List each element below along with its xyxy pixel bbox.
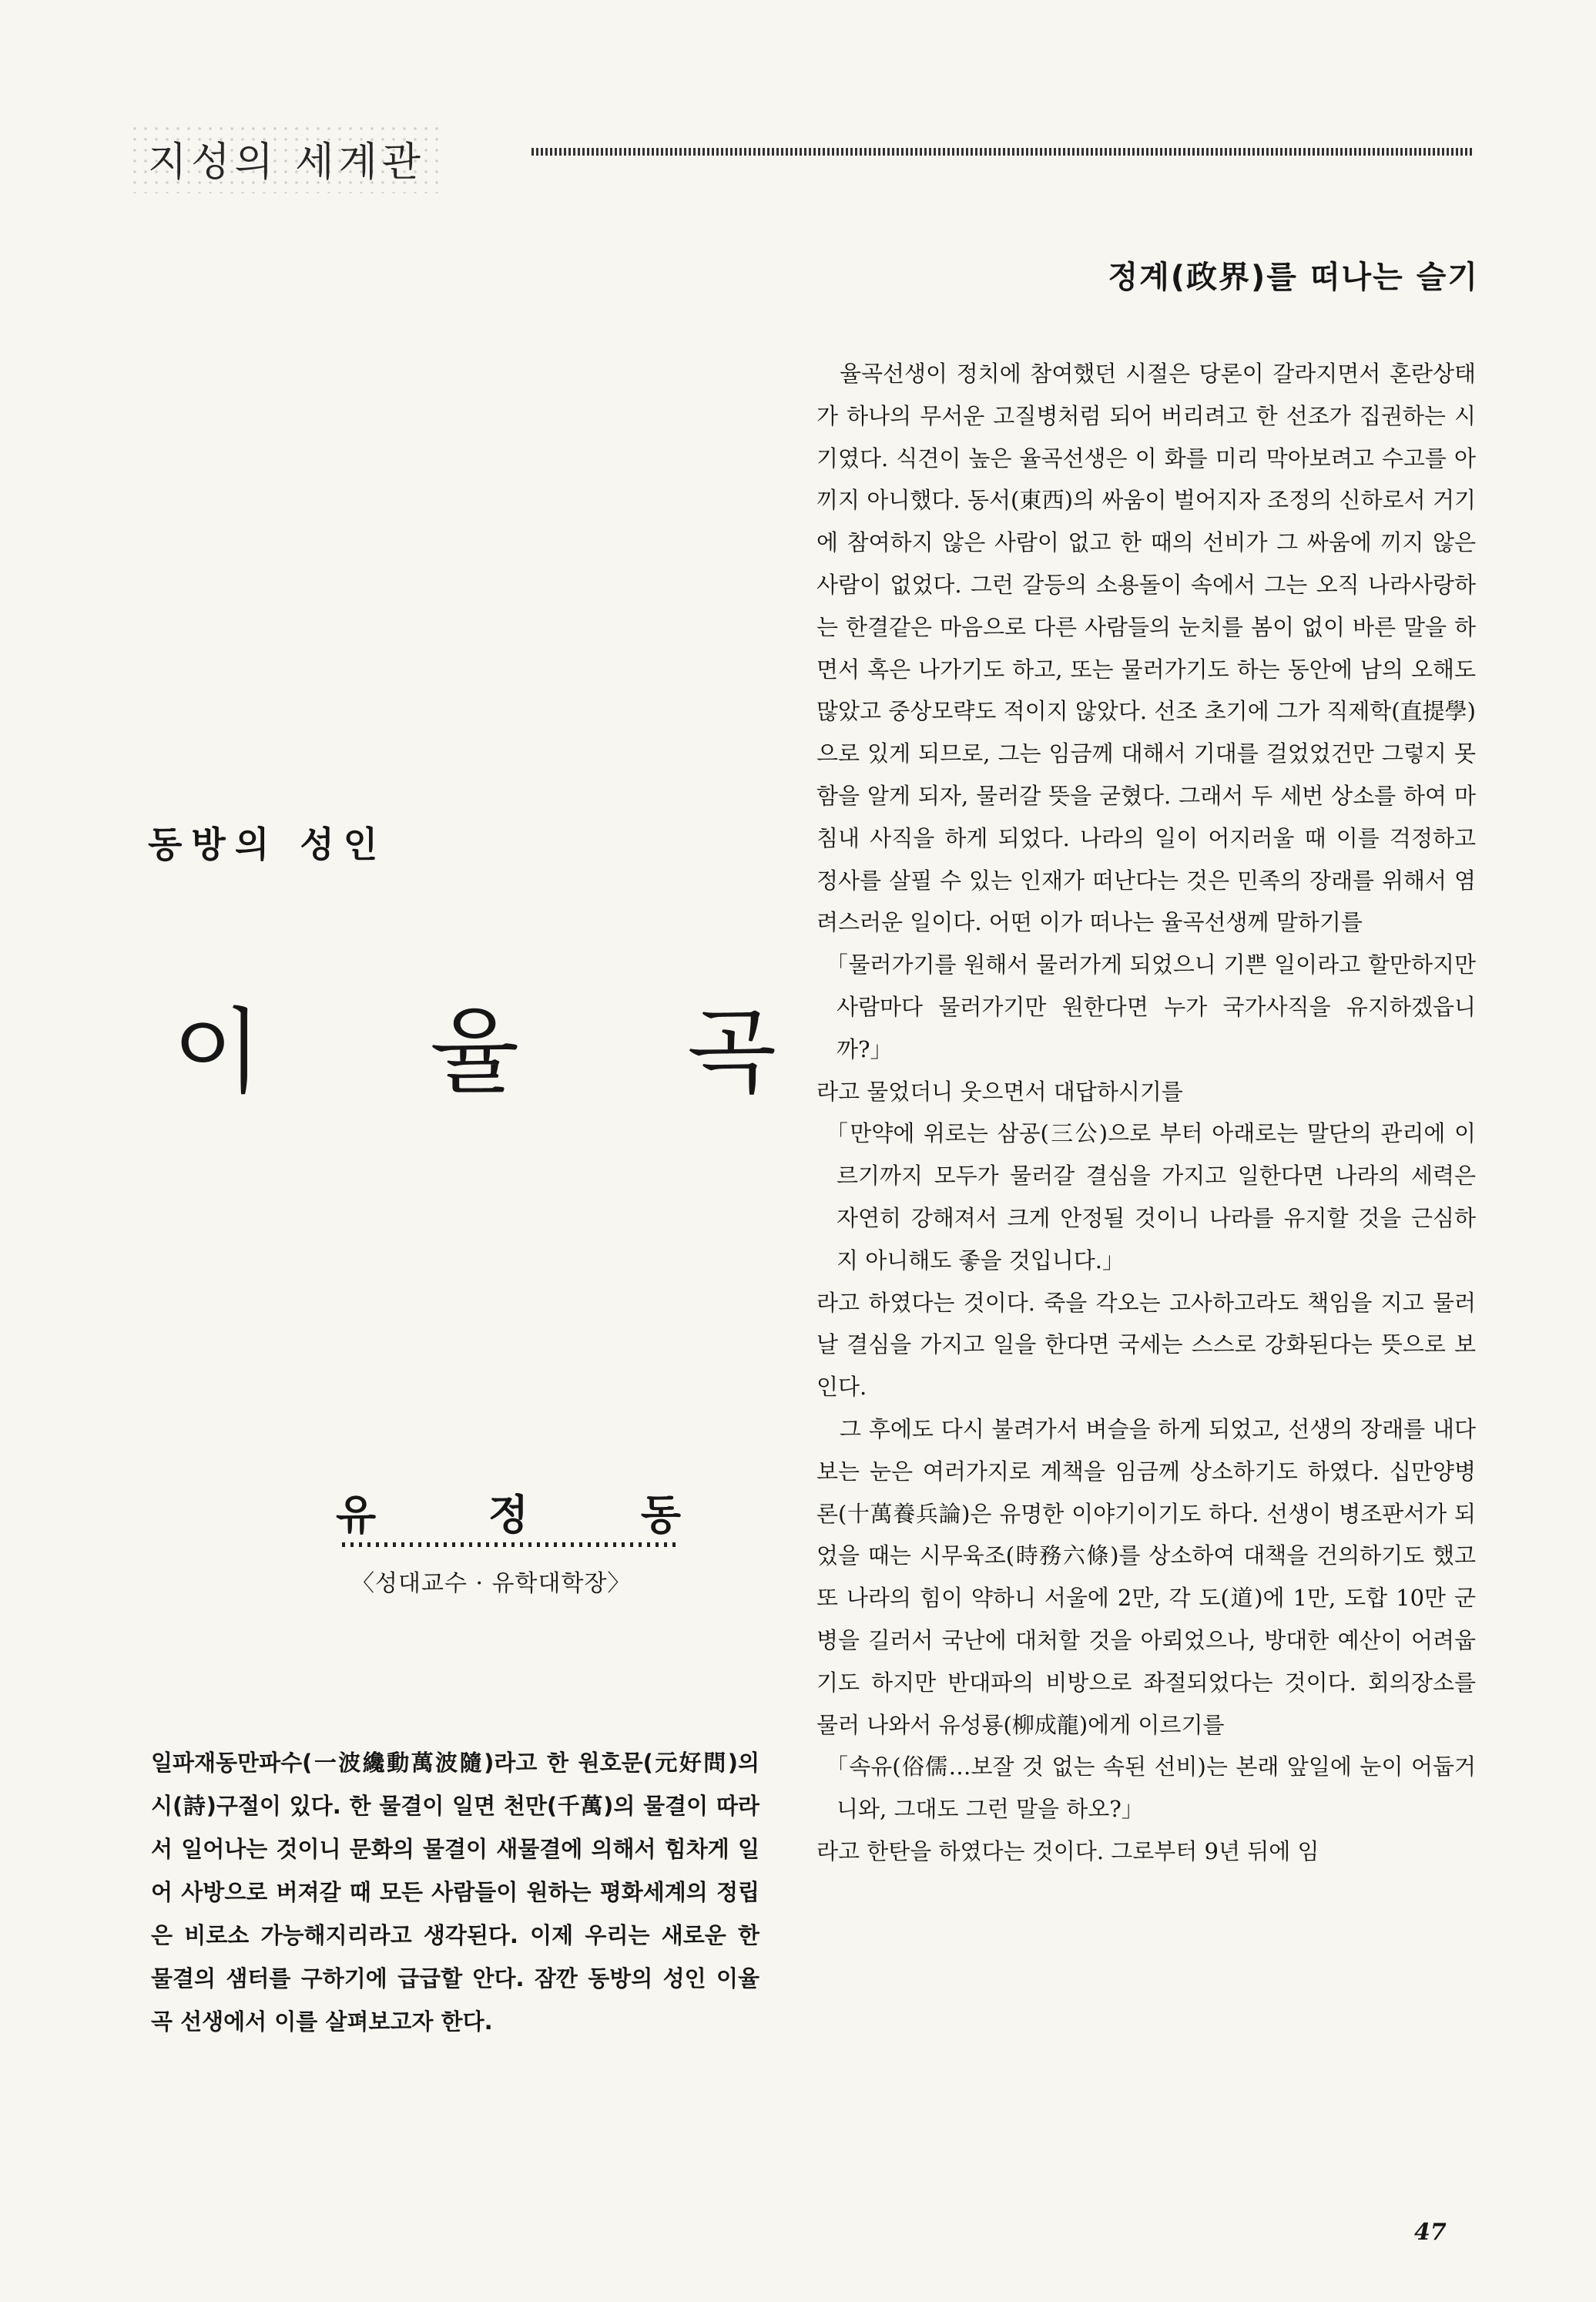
page-number: 47 [1414,2219,1447,2246]
article-subtitle: 동방의 성인 [148,824,387,865]
series-title: 지성의 세계관 [129,123,444,193]
section-heading: 정계(政界)를 떠나는 슬기 [1108,260,1479,295]
header-rule [531,148,1473,156]
author-dotted-rule [342,1542,681,1547]
body-quote: 「만약에 위로는 삼공(三公)으로 부터 아래로는 말단의 관리에 이르기까지 모두가 물러갈 결심을 가지고 일한다면 나라의 세력은 자연히 강해져서 크게 안정될 것이니 나라를 유지할 것을 근심하지 아니해도 좋을 것입니다.」 [826,1120,1476,1273]
body-quote: 「속유(俗儒…보잘 것 없는 속된 선비)는 본래 앞일에 눈이 어둡거니와, 그대도 그런 말을 하오?」 [826,1753,1476,1823]
author-name-char: 정 [488,1491,529,1539]
author-name [336,1482,681,1542]
author-affiliation: 〈성대교수 · 유학대학장〉 [351,1570,632,1597]
article-title: 이 율 곡 [173,999,847,1106]
body-paragraph: 그 후에도 다시 불려가서 벼슬을 하게 되었고, 선생의 장래를 내다보는 눈은 여러가지로 계책을 임금께 상소하기도 하였다. 십만양병론(十萬養兵論)은 유명한 이야기이기도 하다. 선생이 병조판서가 되었을 때는 시무육조(時務六條)를 상소하여 대책을 건의하기도 했고 또 나라의 힘이 약하니 서울에 2만, 각 도(道)에 1만, 도합 10만 군병을 길러서 국난에 대처할 것을 아뢰었으나, 방대한 예산이 어려웁기도 하지만 반대파의 비방으로 좌절되었다는 것이다. 회의장소를 물러 나와서 유성룡(柳成龍)에게 이르기를 [816,1415,1476,1738]
author-name-char: 유 [336,1491,377,1539]
author-name-char: 동 [640,1491,681,1539]
body-paragraph: 율곡선생이 정치에 참여했던 시절은 당론이 갈라지면서 혼란상태가 하나의 무서운 고질병처럼 되어 버리려고 한 선조가 집권하는 시기였다. 식견이 높은 율곡선생은 이 화를 미리 막아보려고 수고를 아끼지 아니했다. 동서(東西)의 싸움이 벌어지자 조정의 신하로서 거기에 참여하지 않은 사람이 없고 한 때의 선비가 그 싸움에 끼지 않은 사람이 없었다. 그런 갈등의 소용돌이 속에서 그는 오직 나라사랑하는 한결같은 마음으로 다른 사람들의 눈치를 봄이 없이 바른 말을 하면서 혹은 나가기도 하고, 또는 물러가기도 하는 동안에 남의 오해도 많았고 중상모략도 적이지 않았다. 선조 초기에 그가 직제학(直提學)으로 있게 되므로, 그는 임금께 대해서 기대를 걸었었건만 그렇지 못함을 알게 되자, 물러갈 뜻을 굳혔다. 그래서 두 세번 상소를 하여 마침내 사직을 하게 되었다. 나라의 일이 어지러울 때 이를 걱정하고 정사를 살필 수 있는 인재가 떠난다는 것은 민족의 장래를 위해서 염려스러운 일이다. 어떤 이가 떠나는 율곡선생께 말하기를 [816,361,1476,936]
intro-paragraph: 일파재동만파수(一波纔動萬波隨)라고 한 원호문(元好問)의 시(詩)구절이 있다. 한 물결이 일면 천만(千萬)의 물결이 따라서 일어나는 것이니 문화의 물결이 새물결에 의해서 힘차게 일어 사방으로 버져갈 때 모든 사람들이 원하는 평화세계의 정립은 비로소 가능해지리라고 생각된다. 이제 우리는 새로운 한 물결의 샘터를 구하기에 급급할 안다. 잠깐 동방의 성인 이율곡 선생에서 이를 살펴보고자 한다. [151,1750,759,2035]
body-quote: 「물러가기를 원해서 물러가게 되었으니 기쁜 일이라고 할만하지만 사람마다 물러가기만 원한다면 누가 국가사직을 유지하겠읍니까?」 [826,951,1476,1062]
body-paragraph: 라고 한탄을 하였다는 것이다. 그로부터 9년 뒤에 임 [816,1837,1319,1864]
article-body [816,353,1476,1873]
body-paragraph: 라고 물었더니 웃으면서 대답하시기를 [816,1078,1183,1105]
body-paragraph: 라고 하였다는 것이다. 죽을 각오는 고사하고라도 책임을 지고 물러날 결심을 가지고 일을 한다면 국세는 스스로 강화된다는 뜻으로 보인다. [816,1289,1476,1401]
